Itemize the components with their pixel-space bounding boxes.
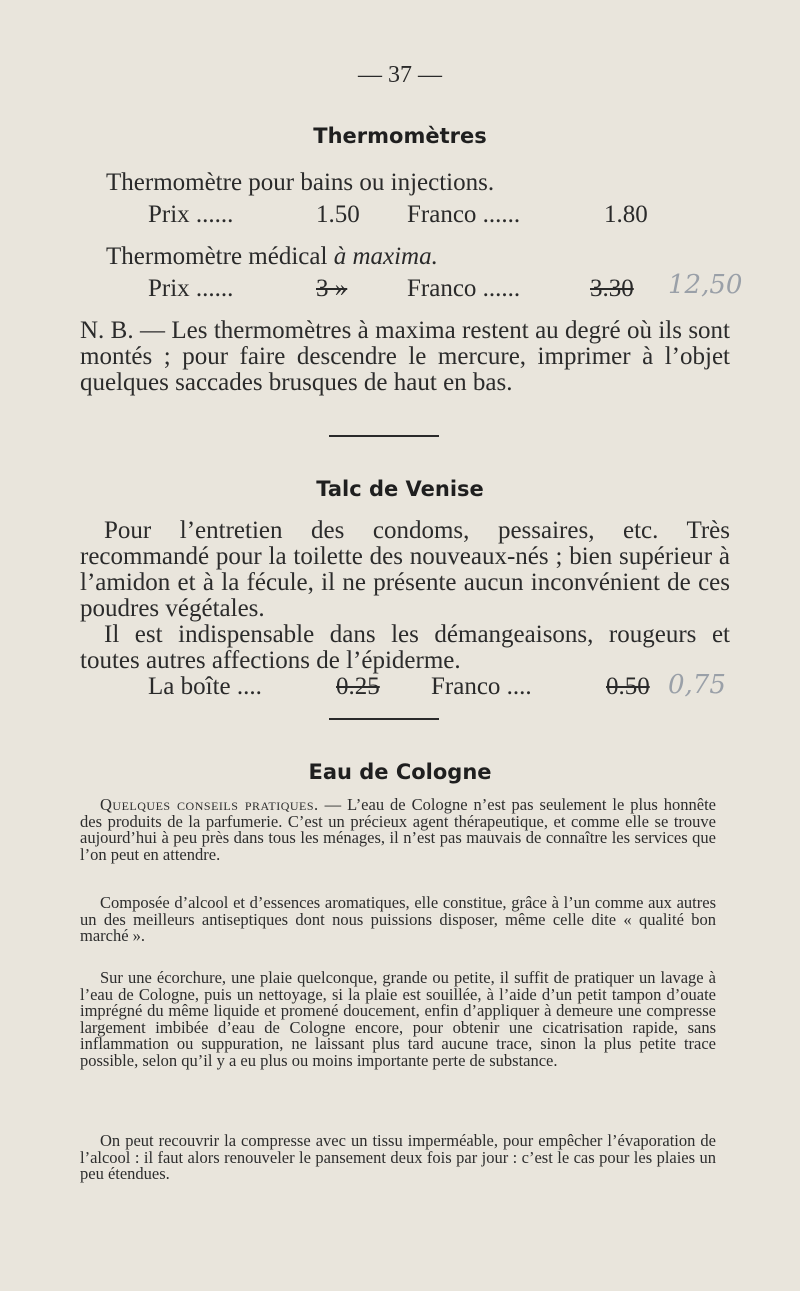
thermometres-note: N. B. — Les thermomètres à maxima restent au degré où ils sont montés ; pour faire descendre le mercure, imprimer à l’objet quelques saccades brusques de haut en bas. <box>80 317 730 396</box>
cologne-paragraph-1 <box>80 797 716 863</box>
talc-paragraph-1: Pour l’entretien des condoms, pessaires, etc. Très recommandé pour la toilette des nouveaux-nés ; bien supérieur à l’amidon et à la fécule, il ne présente aucun inconvénient de ces poudres végétales. <box>80 517 730 622</box>
talc-paragraph-2: Il est indispensable dans les démangeaisons, rougeurs et toutes autres affections de l’épiderme. <box>80 621 730 674</box>
thermometre-bains-prix: 1.50 <box>316 201 360 228</box>
section-title-thermometres: Thermomètres <box>313 124 487 148</box>
talc-franco-label: Franco .... <box>431 673 532 700</box>
cologne-paragraph-1-rest: — L’eau de Cologne n’est pas seulement le plus honnête des produits de la parfumerie. C’est un précieux agent thérapeutique, et comme elle se trouve aujourd’hui à peu près dans tous les ménages, il n’est pas mauvais de connaître les services que l’on peut en attendre. <box>80 795 716 864</box>
section-divider <box>329 718 439 720</box>
talc-price: 0.25 <box>336 673 380 700</box>
cologne-paragraph-2: Composée d’alcool et d’essences aromatiques, elle constitue, grâce à l’un comme aux autres un des meilleurs antiseptiques dont nous puissions disposer, même celle dite « qualité bon marché ». <box>80 893 716 945</box>
talc-franco: 0.50 <box>606 673 650 700</box>
section-title-talc: Talc de Venise <box>316 477 484 501</box>
cologne-lead-caps: Quelques conseils pratiques. <box>100 795 319 814</box>
cologne-paragraph-4: On peut recouvrir la compresse avec un tissu imperméable, pour empêcher l’évaporation de l’alcool : il faut alors renouveler le pansement deux fois par jour : c’est le cas pour les plaies un peu étendues. <box>80 1131 716 1183</box>
thermometre-medical-prix-label: Prix ...... <box>148 275 234 302</box>
handwritten-price-annotation: 12,50 <box>668 270 743 300</box>
handwritten-talc-annotation: 0,75 <box>668 670 726 700</box>
thermometre-bains-franco-label: Franco ...... <box>407 201 521 228</box>
thermometre-medical-name <box>106 244 756 270</box>
cologne-paragraph-3: Sur une écorchure, une plaie quelconque, grande ou petite, il suffit de pratiquer un lavage à l’eau de Cologne, puis un nettoyage, si la plaie est souillée, à l’aide d’un petit tampon d’ouate imprégné du même liquide et promené doucement, enfin d’appliquer à demeure une compresse largement imbibée d’eau de Cologne encore, pour obtenir une cicatrisation rapide, sans inflammation ou suppuration, ne laissant plus tard aucune trace, sinon la plus petite trace possible, selon qu’il y a eu plus ou moins importante perte de substance. <box>80 968 716 1070</box>
thermometre-medical-franco: 3.30 <box>590 275 634 302</box>
page-number: — 37 — <box>358 62 442 88</box>
thermometre-medical-prix: 3 » <box>316 275 348 302</box>
thermometre-bains-franco: 1.80 <box>604 201 648 228</box>
thermometre-medical-franco-label: Franco ...... <box>407 275 521 302</box>
thermometre-medical-name-b: à maxima. <box>333 243 438 270</box>
talc-price-label: La boîte .... <box>148 673 262 700</box>
thermometre-medical-name-a: Thermomètre médical <box>106 243 334 270</box>
section-divider <box>329 435 439 437</box>
thermometre-bains-name: Thermomètre pour bains ou injections. <box>106 169 495 196</box>
section-title-cologne: Eau de Cologne <box>308 760 492 784</box>
thermometre-bains-prix-label: Prix ...... <box>148 201 234 228</box>
